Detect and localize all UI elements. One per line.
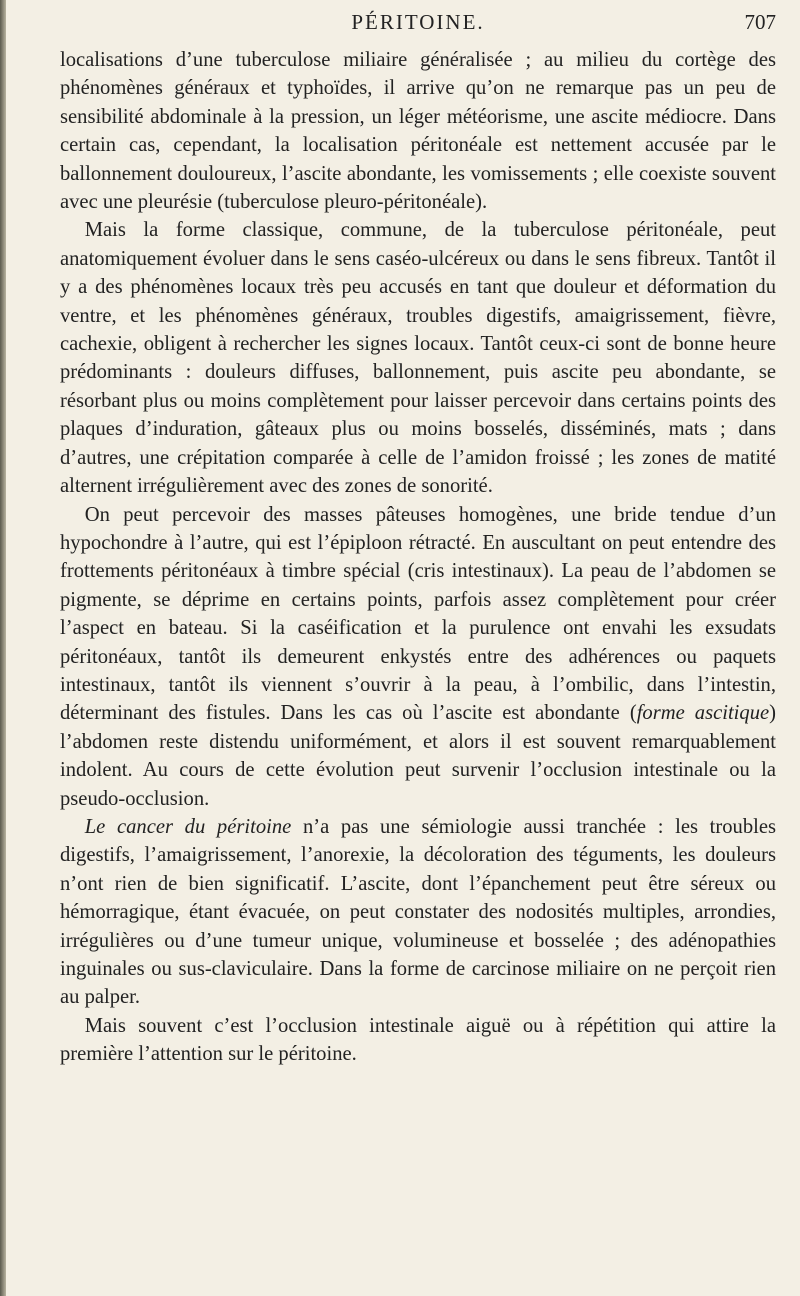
paragraph-forme-classique: Mais la forme classique, commune, de la tuberculose péritonéale, peut anatomiquement évoluer dans le sens caséo-ulcéreux ou dans le sens fibreux. Tantôt il y a des phénomènes locaux très peu accusés en tant que douleur et déformation du ventre, et les phénomènes généraux, troubles digestifs, amaigrissement, fièvre, cachexie, obligent à rechercher les signes locaux. Tantôt ceux-ci sont de bonne heure prédominants : douleurs diffuses, ballonnement, puis ascite peu abondante, se résorbant plus ou moins complètement pour laisser percevoir dans certains points des plaques d’induration, gâteaux plus ou moins bosselés, disséminés, mats ; dans d’autres, une crépitation comparée à celle de l’amidon froissé ; les zones de matité alternent irrégulièrement avec des zones de sonorité. [60, 219, 776, 498]
paragraph-text-segment: ) l’abdomen reste distendu uniformément, et alors il est souvent remarquablement indolent. Au cours de cette évolution peut survenir l’occlusion intestinale ou la pseudo-occlusion. [60, 702, 776, 810]
paragraph-text-segment: On peut percevoir des masses pâteuses homogènes, une bride tendue d’un hypochondre à l’autre, qui est l’épiploon rétracté. En auscultant on peut entendre des frottements péritonéaux à timbre spécial (cris intestinaux). La peau de l’abdomen se pigmente, se déprime en certains points, parfois assez complètement pour créer l’aspect en bateau. Si la caséification et la purulence ont envahi les exsudats péritonéaux, tantôt ils demeurent enkystés entre des adhérences ou paquets intestinaux, tantôt ils viennent s’ouvrir à la peau, à l’ombilic, dans l’intestin, déterminant des fistules. Dans les cas où l’ascite est abondante ( [60, 503, 776, 725]
body-text [60, 46, 776, 1069]
page-number: 707 [744, 10, 776, 34]
italic-term-cancer-du-peritoine: Le cancer du péritoine [84, 815, 292, 838]
paragraph-text-segment: n’a pas une sémiologie aussi tranchée : les troubles digestifs, l’amaigrissement, l’anorexie, la décoloration des téguments, les douleurs n’ont rien de bien significatif. L’ascite, dont l’épanchement peut être séreux ou hémorragique, étant évacuée, on peut constater des nodosités multiples, arrondies, irrégulières ou d’une tumeur unique, volumineuse et bosselée ; des adénopathies inguinales ou sus-claviculaire. Dans la forme de carcinose miliaire on ne perçoit rien au palper. [60, 815, 777, 1009]
italic-term-forme-ascitique: forme ascitique [636, 702, 770, 725]
paragraph-occlusion-intestinale: Mais souvent c’est l’occlusion intestinale aiguë ou à répétition qui attire la première l’attention sur le péritoine. [60, 1014, 776, 1066]
paragraph-masses-pateuses [60, 501, 776, 813]
running-head [60, 4, 776, 44]
page-header-title: PÉRITOINE. [351, 10, 485, 34]
paragraph-tuberculose-miliaire: localisations d’une tuberculose miliaire généralisée ; au milieu du cortège des phénomènes généraux et typhoïdes, il arrive qu’on ne remarque pas un peu de sensibilité abdominale à la pression, un léger météorisme, une ascite médiocre. Dans certain cas, cependant, la localisation péritonéale est nettement accusée par le ballonnement douloureux, l’ascite abondante, les vomissements ; elle coexiste souvent avec une pleurésie (tuberculose pleuro-péritonéale). [60, 49, 776, 214]
paragraph-cancer-peritoine [60, 813, 776, 1012]
page-binding-edge [0, 0, 6, 1296]
